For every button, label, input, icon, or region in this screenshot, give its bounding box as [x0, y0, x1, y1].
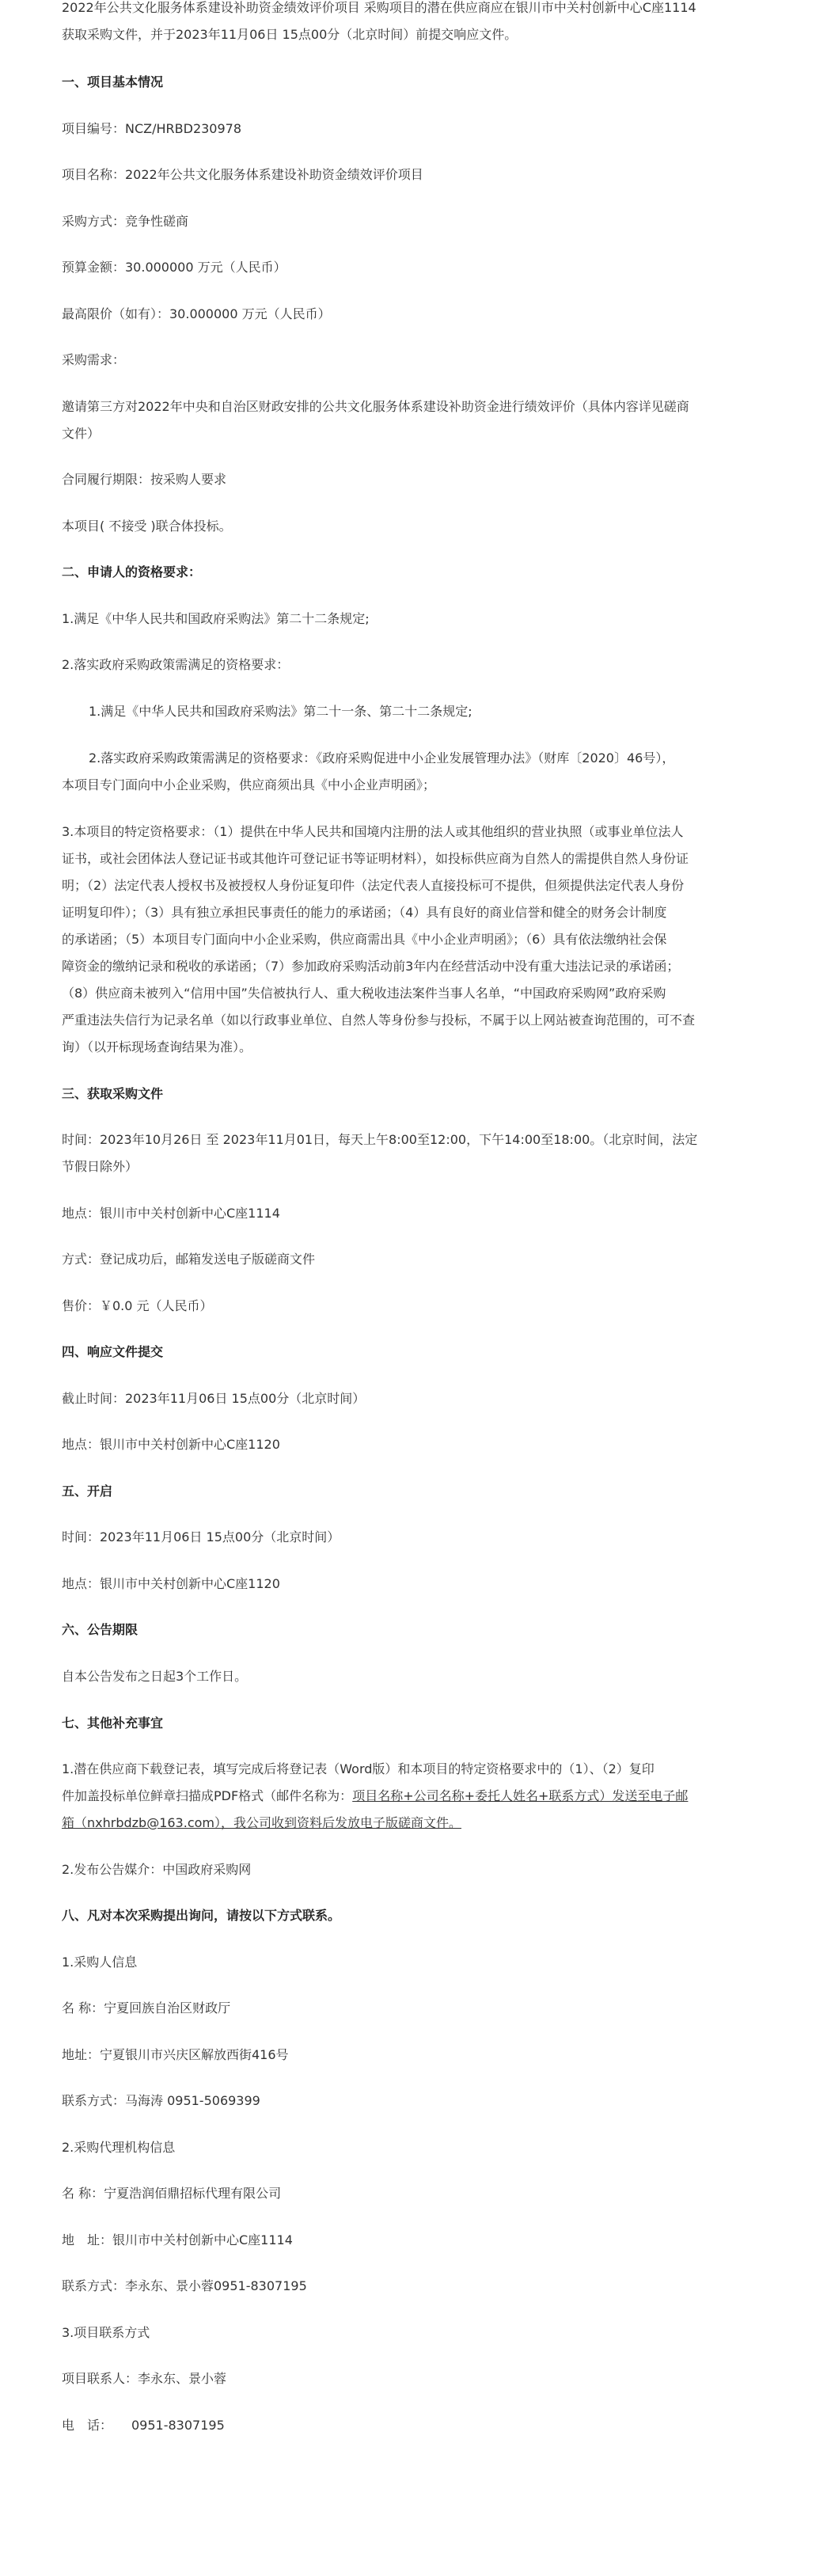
qualification-3-line: 严重违法失信行为记录名单（如以行政事业单位、自然人等身份参与投标，不属于以上网站被查询范围的，可不查	[62, 1013, 696, 1028]
section-8-title: 八、凡对本次采购提出询问，请按以下方式联系。	[62, 1908, 341, 1923]
section-6-title: 六、公告期限	[62, 1622, 138, 1637]
qualification-3-line: 询）（以开标现场查询结果为准）。	[62, 1039, 252, 1054]
qualification-3-line: 证书，或社会团体法人登记证书或其他许可登记证书等证明材料），如投标供应商为自然人的需提供自然人身份证	[62, 851, 689, 866]
agent-header: 2.采购代理机构信息	[62, 2140, 176, 2155]
intro-line-2: 获取采购文件，并于2023年11月06日 15点00分（北京时间）前提交响应文件。	[62, 27, 518, 42]
demand-label: 采购需求：	[62, 352, 126, 367]
project-contact-header: 3.项目联系方式	[62, 2325, 150, 2340]
obtain-way: 方式：登记成功后，邮箱发送电子版磋商文件	[62, 1252, 316, 1267]
qualification-3-line: 证明复印件）；（3）具有独立承担民事责任的能力的承诺函；（4）具有良好的商业信誉和健全的财务会计制度	[62, 905, 667, 920]
demand-line-2: 文件）	[62, 426, 101, 441]
section-3-title: 三、获取采购文件	[62, 1086, 164, 1101]
contract-period: 合同履行期限：按采购人要求	[62, 472, 227, 487]
qualification-3-line: 3.本项目的特定资格要求：（1）提供在中华人民共和国境内注册的法人或其他组织的营业执照（或事业单位法人	[62, 824, 684, 839]
agent-contact: 联系方式：李永东、景小蓉0951-8307195	[62, 2278, 307, 2293]
section-1-title: 一、项目基本情况	[62, 74, 164, 89]
supplement-2: 2.发布公告媒介：中国政府采购网	[62, 1862, 252, 1877]
buyer-header: 1.采购人信息	[62, 1955, 138, 1970]
buyer-address: 地址：宁夏银川市兴庆区解放西街416号	[62, 2047, 289, 2062]
procurement-method: 采购方式：竞争性磋商	[62, 214, 189, 229]
notice-period: 自本公告发布之日起3个工作日。	[62, 1669, 248, 1684]
obtain-place: 地点：银川市中关村创新中心C座1114	[62, 1206, 280, 1221]
supplement-1-line-2a: 件加盖投标单位鲜章扫描成PDF格式（邮件名称为：	[62, 1788, 353, 1803]
qualification-2: 2.落实政府采购政策需满足的资格要求：	[62, 657, 290, 672]
qualification-3-line: 的承诺函；（5）本项目专门面向中小企业采购，供应商需出具《中小企业声明函》；（6）具有依法缴纳社会保	[62, 932, 667, 947]
intro-line-1: 2022年公共文化服务体系建设补助资金绩效评价项目 采购项目的潜在供应商应在银川市中关村创新中心C座1114	[62, 0, 696, 15]
agent-address: 地 址：银川市中关村创新中心C座1114	[62, 2232, 293, 2247]
qualification-3-line: （8）供应商未被列入“信用中国”失信被执行人、重大税收违法案件当事人名单，“中国政府采购网”政府采购	[62, 986, 666, 1001]
email-subject-format: 项目名称+公司名称+委托人姓名+联系方式）发送至电子邮	[352, 1788, 689, 1803]
buyer-name: 名 称：宁夏回族自治区财政厅	[62, 2000, 231, 2016]
budget-amount: 预算金额：30.000000 万元（人民币）	[62, 260, 286, 275]
max-price: 最高限价（如有）：30.000000 万元（人民币）	[62, 306, 331, 321]
section-7-title: 七、其他补充事宜	[62, 1715, 164, 1731]
opening-place: 地点：银川市中关村创新中心C座1120	[62, 1576, 280, 1591]
obtain-time-line-2: 节假日除外）	[62, 1159, 138, 1174]
supplement-1-line-1: 1.潜在供应商下载登记表，填写完成后将登记表（Word版）和本项目的特定资格要求中的（1）、（2）复印	[62, 1761, 655, 1776]
project-name: 项目名称：2022年公共文化服务体系建设补助资金绩效评价项目	[62, 167, 423, 182]
qualification-1: 1.满足《中华人民共和国政府采购法》第二十二条规定;	[62, 611, 370, 626]
buyer-contact: 联系方式：马海涛 0951-5069399	[62, 2093, 260, 2108]
supplement-1-line-2	[62, 1783, 758, 1810]
supplement-1-line-3: 箱（nxhrbdzb@163.com），我公司收到资料后发放电子版磋商文件。	[62, 1815, 461, 1830]
section-4-title: 四、响应文件提交	[62, 1344, 164, 1359]
qualification-2-2-line-1: 2.落实政府采购政策需满足的资格要求：《政府采购促进中小企业发展管理办法》（财库〔2020〕46号），	[89, 750, 675, 766]
qualification-3-line: 明；（2）法定代表人授权书及被授权人身份证复印件（法定代表人直接投标可不提供，但须提供法定代表人身份	[62, 878, 685, 893]
section-2-title: 二、申请人的资格要求：	[62, 564, 202, 579]
section-5-title: 五、开启	[62, 1484, 113, 1499]
document-price: 售价：￥0.0 元（人民币）	[62, 1298, 213, 1313]
agent-name: 名 称：宁夏浩润佰鼎招标代理有限公司	[62, 2186, 282, 2201]
submission-place: 地点：银川市中关村创新中心C座1120	[62, 1437, 280, 1452]
obtain-time-line-1: 时间：2023年10月26日 至 2023年11月01日，每天上午8:00至12:00，下午14:00至18:00。（北京时间，法定	[62, 1132, 698, 1147]
demand-line-1: 邀请第三方对2022年中央和自治区财政安排的公共文化服务体系建设补助资金进行绩效评价（具体内容详见磋商	[62, 399, 689, 414]
opening-time: 时间：2023年11月06日 15点00分（北京时间）	[62, 1529, 340, 1544]
project-number: 项目编号：NCZ/HRBD230978	[62, 121, 242, 136]
project-contact-phone: 电 话： 0951-8307195	[62, 2418, 225, 2433]
qualification-2-1: 1.满足《中华人民共和国政府采购法》第二十一条、第二十二条规定;	[89, 704, 472, 719]
qualification-3-line: 障资金的缴纳记录和税收的承诺函；（7）参加政府采购活动前3年内在经营活动中没有重大违法记录的承诺函；	[62, 959, 680, 974]
submission-deadline: 截止时间：2023年11月06日 15点00分（北京时间）	[62, 1391, 366, 1406]
consortium-note: 本项目( 不接受 )联合体投标。	[62, 519, 232, 534]
project-contact-person: 项目联系人：李永东、景小蓉	[62, 2371, 227, 2386]
qualification-2-2-line-2: 本项目专门面向中小企业采购，供应商须出具《中小企业声明函》；	[62, 777, 436, 792]
